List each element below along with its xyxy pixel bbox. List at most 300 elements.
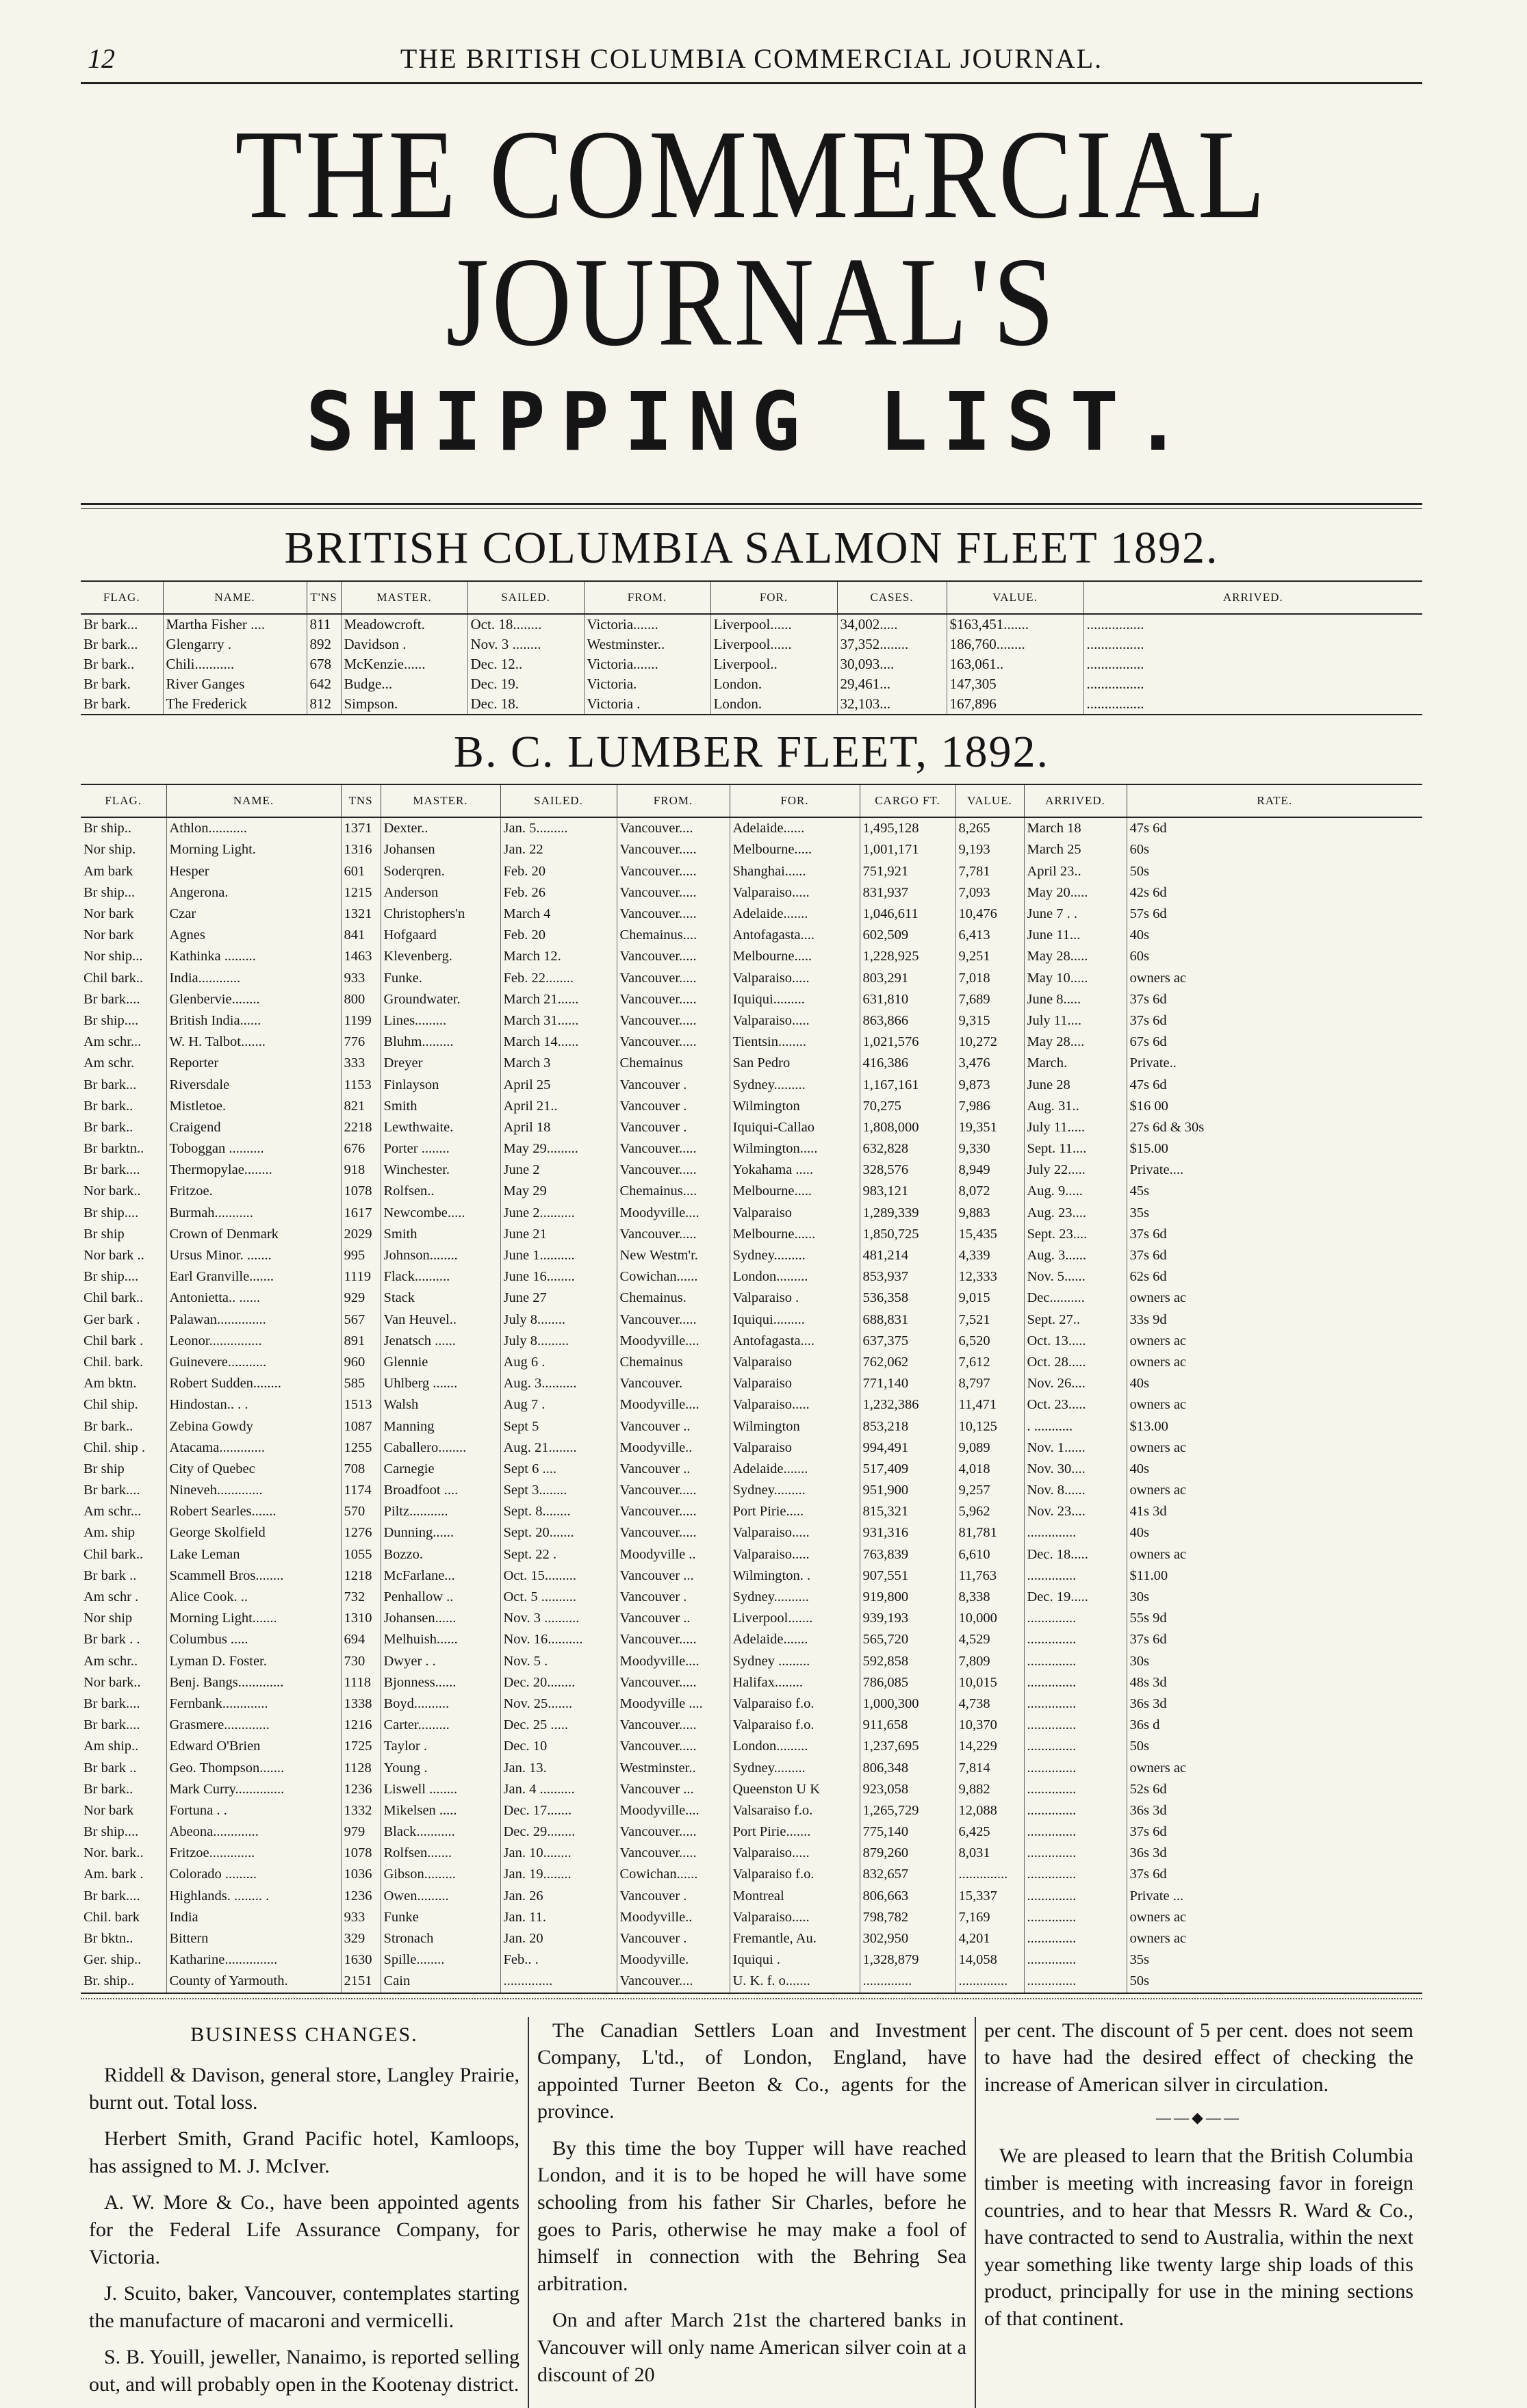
table-cell: Soderqren. (381, 861, 500, 882)
table-cell: April 25 (500, 1074, 617, 1095)
table-cell: Guinevere........... (166, 1352, 341, 1373)
table-cell: Davidson . (341, 635, 467, 654)
table-cell: 302,950 (860, 1928, 955, 1949)
table-cell: Oct. 13..... (1024, 1331, 1127, 1352)
table-cell: Young . (381, 1757, 500, 1778)
table-cell: Sept. 8........ (500, 1501, 617, 1522)
table-cell: Aug. 9..... (1024, 1181, 1127, 1202)
table-cell: 806,348 (860, 1757, 955, 1778)
table-cell: Crown of Denmark (166, 1224, 341, 1245)
table-cell: 1,228,925 (860, 946, 955, 967)
table-cell: Chemainus (617, 1053, 730, 1074)
table-cell: Br bark.. (81, 654, 163, 674)
table-cell: Br ship... (81, 882, 166, 904)
table-cell: 12,088 (955, 1800, 1024, 1821)
table-cell: Melbourne..... (730, 1181, 860, 1202)
table-cell: ................ (1086, 615, 1144, 632)
table-cell: Jan. 13. (500, 1757, 617, 1778)
table-cell: 9,257 (955, 1480, 1024, 1501)
table-row (81, 1373, 1422, 1394)
table-cell: June 16........ (500, 1266, 617, 1288)
table-cell: June 7 . . (1024, 904, 1127, 925)
table-cell: W. H. Talbot....... (166, 1032, 341, 1053)
table-cell: Chil. bark. (81, 1352, 166, 1373)
table-cell: owners ac (1129, 1290, 1187, 1306)
column-header: T'NS (307, 581, 341, 614)
table-cell: Tientsin........ (730, 1032, 860, 1053)
table-cell: 1371 (341, 817, 381, 839)
table-cell: London. (710, 694, 837, 715)
table-row (81, 1288, 1422, 1309)
running-title: THE BRITISH COLUMBIA COMMERCIAL JOURNAL. (400, 43, 1103, 74)
table-cell: .............. (1024, 1843, 1127, 1864)
table-cell: owners ac (1129, 1760, 1187, 1776)
table-cell: Vancouver..... (617, 882, 730, 904)
table-cell: Am. ship (81, 1522, 166, 1544)
table-cell: 42s 6d (1129, 884, 1167, 900)
table-cell: 50s (1127, 1971, 1422, 1993)
table-cell: .............. (955, 1864, 1024, 1885)
table-cell: Glengarry . (163, 635, 307, 654)
table-row (81, 1821, 1422, 1843)
table-cell: 36s d (1129, 1717, 1160, 1733)
table-cell: 775,140 (860, 1821, 955, 1843)
table-cell: 6,610 (955, 1544, 1024, 1565)
table-cell: Moodyville.... (617, 1394, 730, 1416)
table-cell: .............. (500, 1971, 617, 1993)
table-cell: Br. ship.. (81, 1971, 166, 1993)
table-cell: May 10..... (1024, 968, 1127, 989)
table-cell: 32,103... (837, 694, 947, 715)
table-cell: Br bark.. (81, 1779, 166, 1800)
table-cell: Vancouver. (617, 1373, 730, 1394)
table-cell: Athlon........... (166, 817, 341, 839)
table-cell: 9,315 (955, 1010, 1024, 1032)
table-cell: Aug. 3.......... (500, 1373, 617, 1394)
table-cell: Lake Leman (166, 1544, 341, 1565)
table-cell: Jan. 20 (500, 1928, 617, 1949)
table-cell: 632,828 (860, 1138, 955, 1160)
table-cell: Lyman D. Foster. (166, 1651, 341, 1672)
column-header: MASTER. (381, 784, 500, 817)
table-cell: .............. (1024, 1608, 1127, 1629)
table-cell: 7,169 (955, 1907, 1024, 1928)
table-cell: 570 (341, 1501, 381, 1522)
table-cell: Vancouver . (617, 1928, 730, 1949)
article-paragraph: S. B. Youill, jeweller, Nanaimo, is reported selling out, and will probably open in the Kootenay district. (89, 2346, 519, 2396)
table-cell: Valparaiso . (730, 1288, 860, 1309)
table-cell: 481,214 (860, 1245, 955, 1266)
table-cell: Edward O'Brien (166, 1736, 341, 1757)
table-cell: British India...... (166, 1010, 341, 1032)
table-cell: Br bark.... (81, 1480, 166, 1501)
table-cell: Aug. 21........ (500, 1437, 617, 1459)
table-cell: Chil ship. (81, 1394, 166, 1416)
table-cell: Victoria....... (584, 614, 710, 635)
table-cell: Vancouver . (617, 1074, 730, 1095)
table-cell: 10,125 (955, 1416, 1024, 1437)
table-cell: Feb. 20 (500, 861, 617, 882)
table-row (81, 1309, 1422, 1331)
table-cell: Broadfoot .... (381, 1480, 500, 1501)
table-row (81, 1480, 1422, 1501)
table-row (81, 1459, 1422, 1480)
table-row (81, 1117, 1422, 1138)
table-row (81, 925, 1422, 946)
section-rule (81, 503, 1422, 505)
table-cell: May 28..... (1024, 946, 1127, 967)
table-cell: 8,797 (955, 1373, 1024, 1394)
table-cell: Dreyer (381, 1053, 500, 1074)
table-cell: Feb. 22........ (500, 968, 617, 989)
table-cell: Br bark.... (81, 1693, 166, 1715)
table-cell: .............. (1024, 1949, 1127, 1971)
table-cell: Liverpool...... (710, 635, 837, 654)
table-cell: Valparaiso..... (730, 1843, 860, 1864)
table-row (81, 1331, 1422, 1352)
table-cell: 1630 (341, 1949, 381, 1971)
column-header: CASES. (837, 581, 947, 614)
table-cell: Highlands. ........ . (166, 1886, 341, 1907)
table-cell: Cowichan...... (617, 1864, 730, 1885)
table-cell: Dec.......... (1024, 1288, 1127, 1309)
table-cell: 803,291 (860, 968, 955, 989)
table-cell: 1055 (341, 1544, 381, 1565)
table-cell: 37s 6d (1129, 991, 1167, 1007)
table-cell: Adelaide....... (730, 904, 860, 925)
table-cell: Am schr. (81, 1053, 166, 1074)
table-cell: Christophers'n (381, 904, 500, 925)
table-cell: Palawan.............. (166, 1309, 341, 1331)
table-cell: Vancouver .. (617, 1608, 730, 1629)
table-row (81, 1843, 1422, 1864)
table-cell: Thermopylae........ (166, 1160, 341, 1181)
table-cell: Nov. 23.... (1024, 1501, 1127, 1522)
table-cell: 37s 6d (1129, 1248, 1167, 1264)
table-cell: Am schr.. (81, 1651, 166, 1672)
table-cell: June 11... (1024, 925, 1127, 946)
table-cell: Piltz........... (381, 1501, 500, 1522)
table-cell: 601 (341, 861, 381, 882)
table-cell: Geo. Thompson....... (166, 1757, 341, 1778)
table-cell: Vancouver..... (617, 1715, 730, 1736)
article-paragraph: J. Scuito, baker, Vancouver, contemplates starting the manufacture of macaroni and vermicelli. (89, 2282, 519, 2332)
table-row (81, 946, 1422, 967)
table-cell: 821 (341, 1096, 381, 1117)
table-row (81, 614, 1422, 635)
table-cell: Vancouver..... (617, 1224, 730, 1245)
table-cell: 1,289,339 (860, 1203, 955, 1224)
table-cell: 994,491 (860, 1437, 955, 1459)
table-cell: July 8........ (500, 1309, 617, 1331)
table-cell: .............. (1024, 1907, 1127, 1928)
table-cell: July 11..... (1024, 1117, 1127, 1138)
table-cell: Moodyville.... (617, 1800, 730, 1821)
lumber-fleet-title: B. C. LUMBER FLEET, 1892. (453, 726, 1050, 777)
table-cell: Valparaiso..... (730, 1394, 860, 1416)
table-cell: Earl Granville....... (166, 1266, 341, 1288)
table-cell: Mikelsen ..... (381, 1800, 500, 1821)
table-cell: 7,689 (955, 989, 1024, 1010)
table-cell: London. (710, 674, 837, 694)
column-header: SAILED. (467, 581, 584, 614)
table-row (81, 1522, 1422, 1544)
table-cell: Agnes (166, 925, 341, 946)
table-cell: Ger bark . (81, 1309, 166, 1331)
table-cell: 1078 (341, 1843, 381, 1864)
table-cell: Manning (381, 1416, 500, 1437)
table-cell: 1338 (341, 1693, 381, 1715)
table-cell: Chil. bark (81, 1907, 166, 1928)
table-cell: 67s 6d (1129, 1034, 1167, 1050)
table-cell: Moodyville.... (617, 1331, 730, 1352)
table-cell: Budge... (341, 674, 467, 694)
table-cell: Br ship.... (81, 1010, 166, 1032)
table-cell: Chil bark.. (81, 968, 166, 989)
table-cell: .............. (1024, 1779, 1127, 1800)
table-cell: Chemainus. (617, 1288, 730, 1309)
table-cell: 7,809 (955, 1651, 1024, 1672)
table-cell: Private.. (1129, 1055, 1177, 1071)
table-cell: Moodyville.... (617, 1203, 730, 1224)
table-cell: Br bark.. (81, 1416, 166, 1437)
table-cell: Br bark.... (81, 989, 166, 1010)
table-cell: 841 (341, 925, 381, 946)
table-cell: 637,375 (860, 1331, 955, 1352)
table-cell: Oct. 23..... (1024, 1394, 1127, 1416)
table-row (81, 839, 1422, 860)
table-row (81, 1544, 1422, 1565)
table-cell: Columbus ..... (166, 1629, 341, 1650)
salmon-fleet-title: BRITISH COLUMBIA SALMON FLEET 1892. (284, 523, 1219, 573)
table-cell: owners ac (1129, 1354, 1187, 1370)
table-cell: Br bark.... (81, 1886, 166, 1907)
table-cell: Am bktn. (81, 1373, 166, 1394)
table-cell: 951,900 (860, 1480, 955, 1501)
table-cell: 1276 (341, 1522, 381, 1544)
table-cell: Br bark... (81, 614, 163, 635)
table-cell: 11,763 (955, 1565, 1024, 1587)
table-cell: .............. (1024, 1736, 1127, 1757)
table-cell: 8,072 (955, 1181, 1024, 1202)
table-row (81, 1394, 1422, 1416)
table-cell: Iquiqui......... (730, 989, 860, 1010)
table-cell: Sydney ......... (730, 1651, 860, 1672)
table-cell: 10,272 (955, 1032, 1024, 1053)
table-cell: 1316 (341, 839, 381, 860)
table-cell: Ger. ship.. (81, 1949, 166, 1971)
table-row (81, 1266, 1422, 1288)
table-cell: Chemainus (617, 1352, 730, 1373)
table-cell: Br ship (81, 1224, 166, 1245)
table-cell: owners ac (1129, 1483, 1187, 1498)
table-row (81, 1629, 1422, 1650)
table-cell: 1725 (341, 1736, 381, 1757)
table-cell: Wilmington. . (730, 1565, 860, 1587)
table-cell: Winchester. (381, 1160, 500, 1181)
table-row (81, 674, 1422, 694)
table-cell: 730 (341, 1651, 381, 1672)
table-cell: Sydney......... (730, 1245, 860, 1266)
table-row (81, 904, 1422, 925)
table-cell: Jan. 22 (500, 839, 617, 860)
table-cell: Vancouver..... (617, 1843, 730, 1864)
table-cell: The Frederick (163, 694, 307, 715)
table-cell: 9,873 (955, 1074, 1024, 1095)
table-cell: Valparaiso..... (730, 1907, 860, 1928)
table-cell: Hofgaard (381, 925, 500, 946)
table-cell: Br bark.. (81, 1117, 166, 1138)
table-cell: Private ... (1129, 1888, 1184, 1904)
page-number: 12 (88, 43, 115, 74)
table-cell: Liswell ........ (381, 1779, 500, 1800)
table-cell: 995 (341, 1245, 381, 1266)
table-cell: 1236 (341, 1886, 381, 1907)
table-cell: City of Quebec (166, 1459, 341, 1480)
table-cell: April 18 (500, 1117, 617, 1138)
table-cell: 831,937 (860, 882, 955, 904)
table-cell: Dec. 25 ..... (500, 1715, 617, 1736)
table-cell: 642 (307, 674, 341, 694)
table-cell: .............. (955, 1971, 1024, 1993)
table-cell: May 29......... (500, 1138, 617, 1160)
table-cell: 30,093.... (837, 654, 947, 674)
table-cell: Zebina Gowdy (166, 1416, 341, 1437)
table-cell: 7,612 (955, 1352, 1024, 1373)
table-cell: Valparaiso..... (730, 968, 860, 989)
table-cell: 5,962 (955, 1501, 1024, 1522)
table-cell: Aug. 31.. (1024, 1096, 1127, 1117)
article-paragraph: Herbert Smith, Grand Pacific hotel, Kamloops, has assigned to M. J. McIver. (89, 2127, 519, 2177)
table-cell: July 8......... (500, 1331, 617, 1352)
table-cell: 8,031 (955, 1843, 1024, 1864)
table-cell: 585 (341, 1373, 381, 1394)
table-cell: June 2 (500, 1160, 617, 1181)
table-cell: Br ship.. (81, 817, 166, 839)
table-cell: Liverpool...... (710, 614, 837, 635)
table-cell: Sept. 22 . (500, 1544, 617, 1565)
table-cell: Carter......... (381, 1715, 500, 1736)
table-cell: Dec. 12.. (467, 654, 584, 674)
table-cell: 1,265,729 (860, 1800, 955, 1821)
table-cell: 41s 3d (1129, 1504, 1167, 1520)
table-cell: Dunning...... (381, 1522, 500, 1544)
table-cell: Angerona. (166, 882, 341, 904)
table-row (81, 654, 1422, 674)
table-cell: Dwyer . . (381, 1651, 500, 1672)
table-cell: 35s (1129, 1952, 1149, 1968)
table-cell: .............. (1024, 1651, 1127, 1672)
table-cell: Adelaide....... (730, 1459, 860, 1480)
table-row (81, 1736, 1422, 1757)
table-cell: Newcombe..... (381, 1203, 500, 1224)
table-cell: Robert Sudden........ (166, 1373, 341, 1394)
table-cell: 14,229 (955, 1736, 1024, 1757)
table-cell: 1,495,128 (860, 817, 955, 839)
table-cell: Sept. 20....... (500, 1522, 617, 1544)
table-cell: Vancouver..... (617, 1010, 730, 1032)
table-cell: Bluhm......... (381, 1032, 500, 1053)
table-cell: 2151 (341, 1971, 381, 1993)
column-header: FROM. (617, 784, 730, 817)
table-row (81, 1886, 1422, 1907)
table-cell: 40s (1129, 1461, 1149, 1476)
table-cell: 37s 6d (1129, 1226, 1167, 1242)
table-row (81, 1949, 1422, 1971)
table-cell: San Pedro (730, 1053, 860, 1074)
table-row (81, 1779, 1422, 1800)
table-row (81, 635, 1422, 654)
table-cell: 1174 (341, 1480, 381, 1501)
column-header: VALUE. (947, 581, 1083, 614)
table-cell: Liverpool....... (730, 1608, 860, 1629)
table-cell: May 29 (500, 1181, 617, 1202)
table-cell: Jan. 10........ (500, 1843, 617, 1864)
article-paragraph: Riddell & Davison, general store, Langley Prairie, burnt out. Total loss. (89, 2064, 519, 2114)
table-cell: 1,046,611 (860, 904, 955, 925)
table-cell: Simpson. (341, 694, 467, 715)
table-row (81, 1032, 1422, 1053)
table-cell: 1087 (341, 1416, 381, 1437)
table-cell: ................ (1083, 694, 1422, 715)
table-cell: ................ (1086, 655, 1144, 672)
table-cell: Dexter.. (381, 817, 500, 839)
table-cell: 7,986 (955, 1096, 1024, 1117)
table-cell: 9,330 (955, 1138, 1024, 1160)
table-cell: Dec. 17....... (500, 1800, 617, 1821)
table-cell: March 31...... (500, 1010, 617, 1032)
table-cell: June 2.......... (500, 1203, 617, 1224)
table-cell: 933 (341, 968, 381, 989)
table-cell: 416,386 (860, 1053, 955, 1074)
table-cell: Br bark . . (81, 1629, 166, 1650)
table-cell: Melbourne...... (730, 1224, 860, 1245)
table-cell: 911,658 (860, 1715, 955, 1736)
table-cell: Westminster.. (584, 635, 710, 654)
table-cell: Aug. 23.... (1024, 1203, 1127, 1224)
table-cell: Nov. 30.... (1024, 1459, 1127, 1480)
table-cell: Montreal (730, 1886, 860, 1907)
table-cell: 6,425 (955, 1821, 1024, 1843)
table-cell: Nor ship. (81, 839, 166, 860)
table-cell: Stronach (381, 1928, 500, 1949)
table-cell: Valparaiso f.o. (730, 1715, 860, 1736)
table-cell: 7,781 (955, 861, 1024, 882)
table-cell: 37s 6d (1129, 1632, 1167, 1648)
table-cell: 1,808,000 (860, 1117, 955, 1138)
middle-column (528, 2017, 975, 2408)
table-cell: 1255 (341, 1437, 381, 1459)
table-cell: Groundwater. (381, 989, 500, 1010)
table-cell: 30s (1129, 1653, 1149, 1669)
table-cell: 9,193 (955, 839, 1024, 860)
column-header: ARRIVED. (1024, 784, 1127, 817)
table-cell: Dec. 19..... (1024, 1587, 1127, 1608)
table-cell: Owen......... (381, 1886, 500, 1907)
table-cell: Br bark.... (81, 1715, 166, 1736)
table-cell: owners ac (1129, 1546, 1187, 1562)
column-header: FROM. (584, 581, 710, 614)
table-cell: Rolfsen.. (381, 1181, 500, 1202)
table-cell: 891 (341, 1331, 381, 1352)
table-cell: March. (1024, 1053, 1127, 1074)
table-cell: Valparaiso f.o. (730, 1864, 860, 1885)
table-cell: 9,882 (955, 1779, 1024, 1800)
table-cell: 10,370 (955, 1715, 1024, 1736)
table-cell: Nov. 26.... (1024, 1373, 1127, 1394)
table-cell: 14,058 (955, 1949, 1024, 1971)
table-cell: Antonietta.. ...... (166, 1288, 341, 1309)
